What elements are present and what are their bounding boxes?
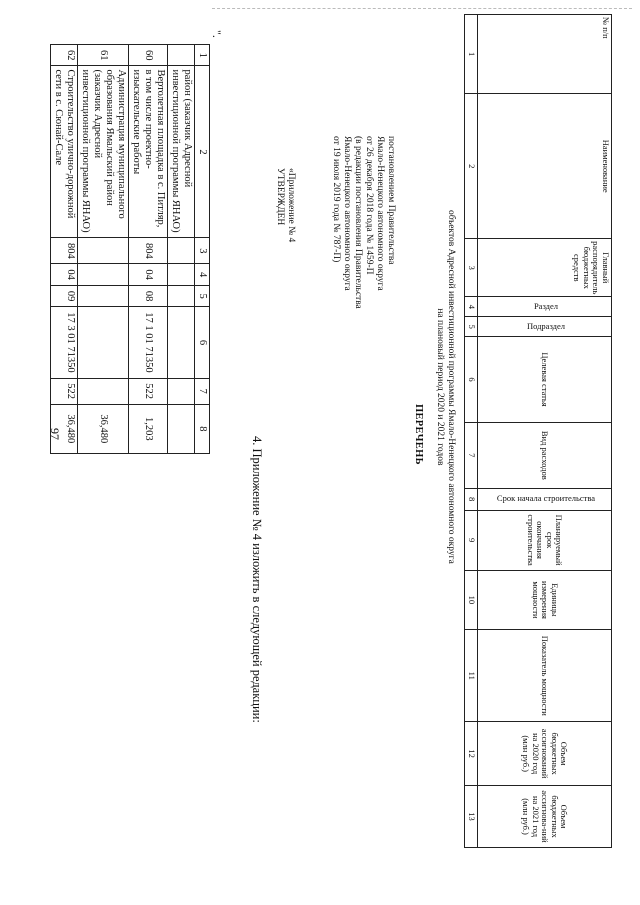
appendix-label-block	[274, 168, 296, 242]
column-header: Целевая статья	[478, 337, 612, 423]
cell: 804	[51, 238, 78, 264]
column-number: 13	[465, 786, 478, 848]
subtitle-line: объектов Адресной инвестиционной программы Ямало-Ненецкого автономного округа	[446, 210, 456, 564]
column-number: 2	[465, 94, 478, 239]
col-number: 7	[195, 378, 210, 404]
decree-line: постановлением Правительства	[386, 136, 396, 265]
column-number: 3	[465, 239, 478, 297]
column-number: 5	[465, 317, 478, 337]
column-header: Показатель мощности	[478, 630, 612, 722]
cell	[78, 285, 129, 306]
decree-line: от 19 июля 2019 года № 787-П)	[331, 136, 341, 263]
cell	[78, 238, 129, 264]
column-number: 4	[465, 297, 478, 317]
table-row	[129, 45, 168, 454]
header-table	[465, 14, 613, 848]
column-header: Главный распорядитель бюджетных средств	[478, 239, 612, 297]
decree-line: Ямало-Ненецкого автономного округа	[342, 136, 352, 291]
column-number: 10	[465, 570, 478, 630]
cell: 1,203	[129, 404, 168, 453]
column-header: Раздел	[478, 297, 612, 317]
appendix-decree-block	[330, 136, 396, 309]
cell	[168, 378, 195, 404]
header-table-wrap	[465, 14, 613, 848]
cell	[168, 285, 195, 306]
row-number	[168, 45, 195, 66]
page-number: 97	[48, 428, 62, 440]
cell: 04	[129, 264, 168, 285]
end-quote-mark: ".	[210, 30, 224, 38]
cell: 17 3 01 71350	[51, 307, 78, 378]
cell	[168, 307, 195, 378]
column-number: 1	[465, 15, 478, 94]
cell	[78, 307, 129, 378]
continuation-table	[50, 44, 210, 454]
cell	[168, 404, 195, 453]
column-header: Подраздел	[478, 317, 612, 337]
col-number: 3	[195, 238, 210, 264]
column-header: Планируемый срок окончания строительства	[478, 510, 612, 570]
column-header: Срок начала строительства	[478, 488, 612, 510]
col-number: 2	[195, 66, 210, 238]
cell: 04	[51, 264, 78, 285]
column-number: 12	[465, 722, 478, 786]
col-number: 8	[195, 404, 210, 453]
cell: 522	[129, 378, 168, 404]
column-number: 6	[465, 337, 478, 423]
continuation-table-wrap	[50, 44, 210, 454]
row-number: 62	[51, 45, 78, 66]
col-number: 6	[195, 307, 210, 378]
cell	[168, 238, 195, 264]
cell: 36,480	[51, 404, 78, 453]
column-number: 7	[465, 422, 478, 488]
table-row	[168, 45, 195, 454]
cell: 09	[51, 285, 78, 306]
row-name: Строительство улично-дорожной сети в с. Сюнай-Сале	[51, 66, 78, 238]
column-header: Объем бюджетных ассигнова-ний на 2021 год (млн руб.)	[478, 786, 612, 848]
cell	[168, 264, 195, 285]
column-number: 11	[465, 630, 478, 722]
decree-line: от 26 декабря 2018 года № 1459-П	[364, 136, 374, 275]
appendix-approved: УТВЕРЖДЕН	[275, 168, 285, 226]
decree-line: (в редакции постановления Правительства	[353, 136, 363, 309]
column-header: № п/п	[478, 15, 612, 94]
row-name: Администрация муниципального образования Ямальский район (заказчик Адресной инвестиционной программы ЯНАО)	[78, 66, 129, 238]
row-name: Вертолетная площадка в с. Питляр, в том числе проектно-изыскательские работы	[129, 66, 168, 238]
cell: 08	[129, 285, 168, 306]
col-number: 5	[195, 285, 210, 306]
table-row	[78, 45, 129, 454]
cell: 522	[51, 378, 78, 404]
cell: 36,480	[78, 404, 129, 453]
header-numbers-row	[465, 15, 478, 848]
top-edge-line	[212, 8, 632, 9]
column-header: Вид расходов	[478, 422, 612, 488]
header-labels-row	[478, 15, 612, 848]
cell	[78, 264, 129, 285]
row-number: 61	[78, 45, 129, 66]
instruction-text: 4. Приложение № 4 изложить в следующей редакции:	[250, 436, 264, 723]
row-number: 60	[129, 45, 168, 66]
row-name: район (заказчик Адресной инвестиционной программы ЯНАО)	[168, 66, 195, 238]
column-number: 8	[465, 488, 478, 510]
column-header: Объем бюджетных ассигнований на 2020 год (млн руб.)	[478, 722, 612, 786]
column-number: 9	[465, 510, 478, 570]
column-header: Единицы измерения мощности	[478, 570, 612, 630]
cell: 17 1 01 71350	[129, 307, 168, 378]
cell: 804	[129, 238, 168, 264]
table-header-row	[195, 45, 210, 454]
col-number: 1	[195, 45, 210, 66]
list-subtitle	[434, 210, 456, 564]
column-header: Наименование	[478, 94, 612, 239]
decree-line: Ямало-Ненецкого автономного округа	[375, 136, 385, 291]
table-row	[51, 45, 78, 454]
subtitle-line: на плановый период 2020 и 2021 годов	[435, 308, 445, 466]
appendix-label: «Приложение № 4	[286, 168, 296, 243]
col-number: 4	[195, 264, 210, 285]
cell	[78, 378, 129, 404]
list-title: ПЕРЕЧЕНЬ	[413, 404, 424, 465]
